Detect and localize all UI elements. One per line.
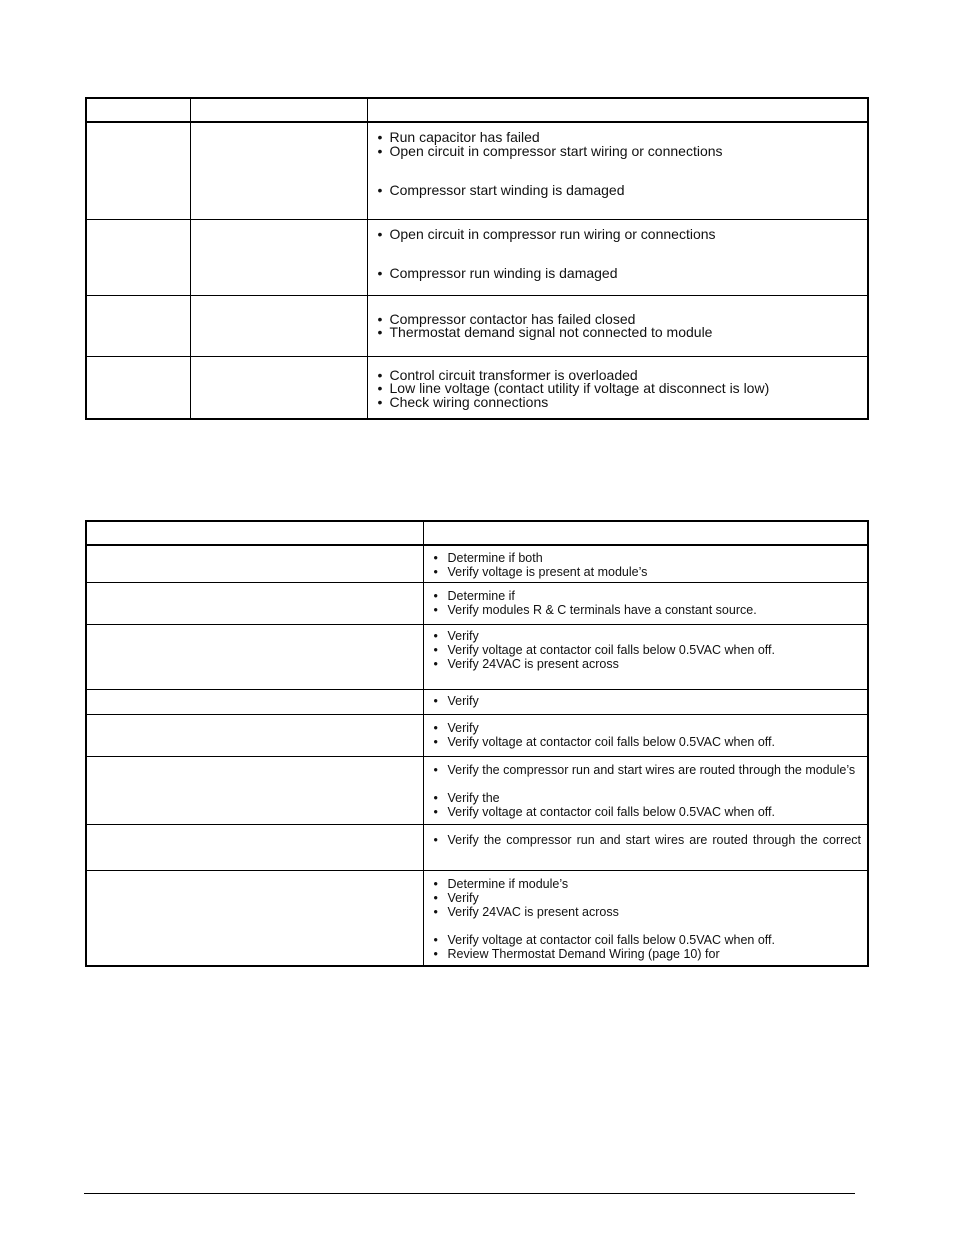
table-cell xyxy=(190,122,367,219)
causes-cell xyxy=(367,295,868,356)
table-cell xyxy=(190,295,367,356)
table-cell xyxy=(86,756,423,824)
steps-cell xyxy=(423,582,868,624)
list-item: • Compressor run winding is damaged xyxy=(378,267,860,281)
list-item: • Determine if xyxy=(434,589,862,603)
table-row xyxy=(86,582,868,624)
list-item: • Verify voltage at contactor coil falls below 0.5VAC when off. xyxy=(434,933,862,947)
table-cell xyxy=(86,295,190,356)
table-cell xyxy=(86,689,423,714)
table-cell xyxy=(86,582,423,624)
list-item: • Verify xyxy=(434,891,862,905)
table-row xyxy=(86,295,868,356)
list-item: • Verify voltage at contactor coil falls below 0.5VAC when off. xyxy=(434,805,862,819)
verification-steps-table xyxy=(85,520,869,967)
list-item: • Verify xyxy=(434,721,862,735)
list-item: • Open circuit in compressor start wiring or connections xyxy=(378,145,860,159)
footer-divider xyxy=(84,1193,855,1194)
list-item: • Compressor start winding is damaged xyxy=(378,184,860,198)
troubleshooting-causes-table xyxy=(85,97,869,420)
table-cell xyxy=(86,219,190,295)
table-cell xyxy=(190,356,367,419)
table-row xyxy=(86,714,868,756)
list-item: • Verify modules R & C terminals have a constant source. xyxy=(434,603,862,617)
list-item: • Run capacitor has failed xyxy=(378,131,860,145)
list-item: • Check wiring connections xyxy=(378,396,860,410)
header-cell xyxy=(86,521,423,545)
list-item: • Determine if module’s xyxy=(434,877,862,891)
table-cell xyxy=(86,122,190,219)
header-cell xyxy=(423,521,868,545)
list-item: • Verify 24VAC is present across xyxy=(434,905,862,919)
causes-cell xyxy=(367,219,868,295)
table-cell xyxy=(86,624,423,689)
table-cell xyxy=(86,545,423,582)
list-item: • Verify the xyxy=(434,791,862,805)
table-cell xyxy=(86,824,423,870)
list-item: • Verify the compressor run and start wires are routed through the correct xyxy=(433,832,861,847)
causes-cell xyxy=(367,356,868,419)
table-row xyxy=(86,689,868,714)
table-row xyxy=(86,870,868,966)
list-item: • Verify xyxy=(434,694,862,708)
list-item: • Review Thermostat Demand Wiring (page 10) for xyxy=(434,947,862,961)
list-item: • Verify voltage at contactor coil falls below 0.5VAC when off. xyxy=(434,643,862,657)
list-item: • Open circuit in compressor run wiring or connections xyxy=(378,228,860,242)
list-item: • Verify voltage is present at module’s xyxy=(434,565,862,579)
table-cell xyxy=(86,714,423,756)
list-item: • Verify 24VAC is present across xyxy=(434,657,862,671)
table-row xyxy=(86,122,868,219)
list-item: • Determine if both xyxy=(434,551,862,565)
steps-cell xyxy=(423,545,868,582)
steps-cell xyxy=(423,756,868,824)
list-item: • Compressor contactor has failed closed xyxy=(378,313,860,327)
table-row xyxy=(86,356,868,419)
list-item: • Thermostat demand signal not connected to module xyxy=(378,326,860,340)
list-item: • Verify xyxy=(434,629,862,643)
steps-cell xyxy=(423,689,868,714)
table-row xyxy=(86,756,868,824)
table-row xyxy=(86,219,868,295)
causes-cell xyxy=(367,122,868,219)
list-item: • Verify the compressor run and start wires are routed through the module’s xyxy=(434,763,862,777)
table-header-row xyxy=(86,98,868,122)
table-row xyxy=(86,545,868,582)
table-cell xyxy=(86,870,423,966)
table-row xyxy=(86,624,868,689)
list-item: • Control circuit transformer is overloaded xyxy=(378,369,860,383)
steps-cell xyxy=(423,714,868,756)
table-header-row xyxy=(86,521,868,545)
steps-cell xyxy=(423,624,868,689)
list-item: • Verify voltage at contactor coil falls below 0.5VAC when off. xyxy=(434,735,862,749)
table-cell xyxy=(190,219,367,295)
steps-cell xyxy=(423,870,868,966)
list-item: • Low line voltage (contact utility if voltage at disconnect is low) xyxy=(378,382,860,396)
steps-cell xyxy=(423,824,868,870)
header-cell xyxy=(367,98,868,122)
table-row xyxy=(86,824,868,870)
header-cell xyxy=(86,98,190,122)
table-cell xyxy=(86,356,190,419)
header-cell xyxy=(190,98,367,122)
